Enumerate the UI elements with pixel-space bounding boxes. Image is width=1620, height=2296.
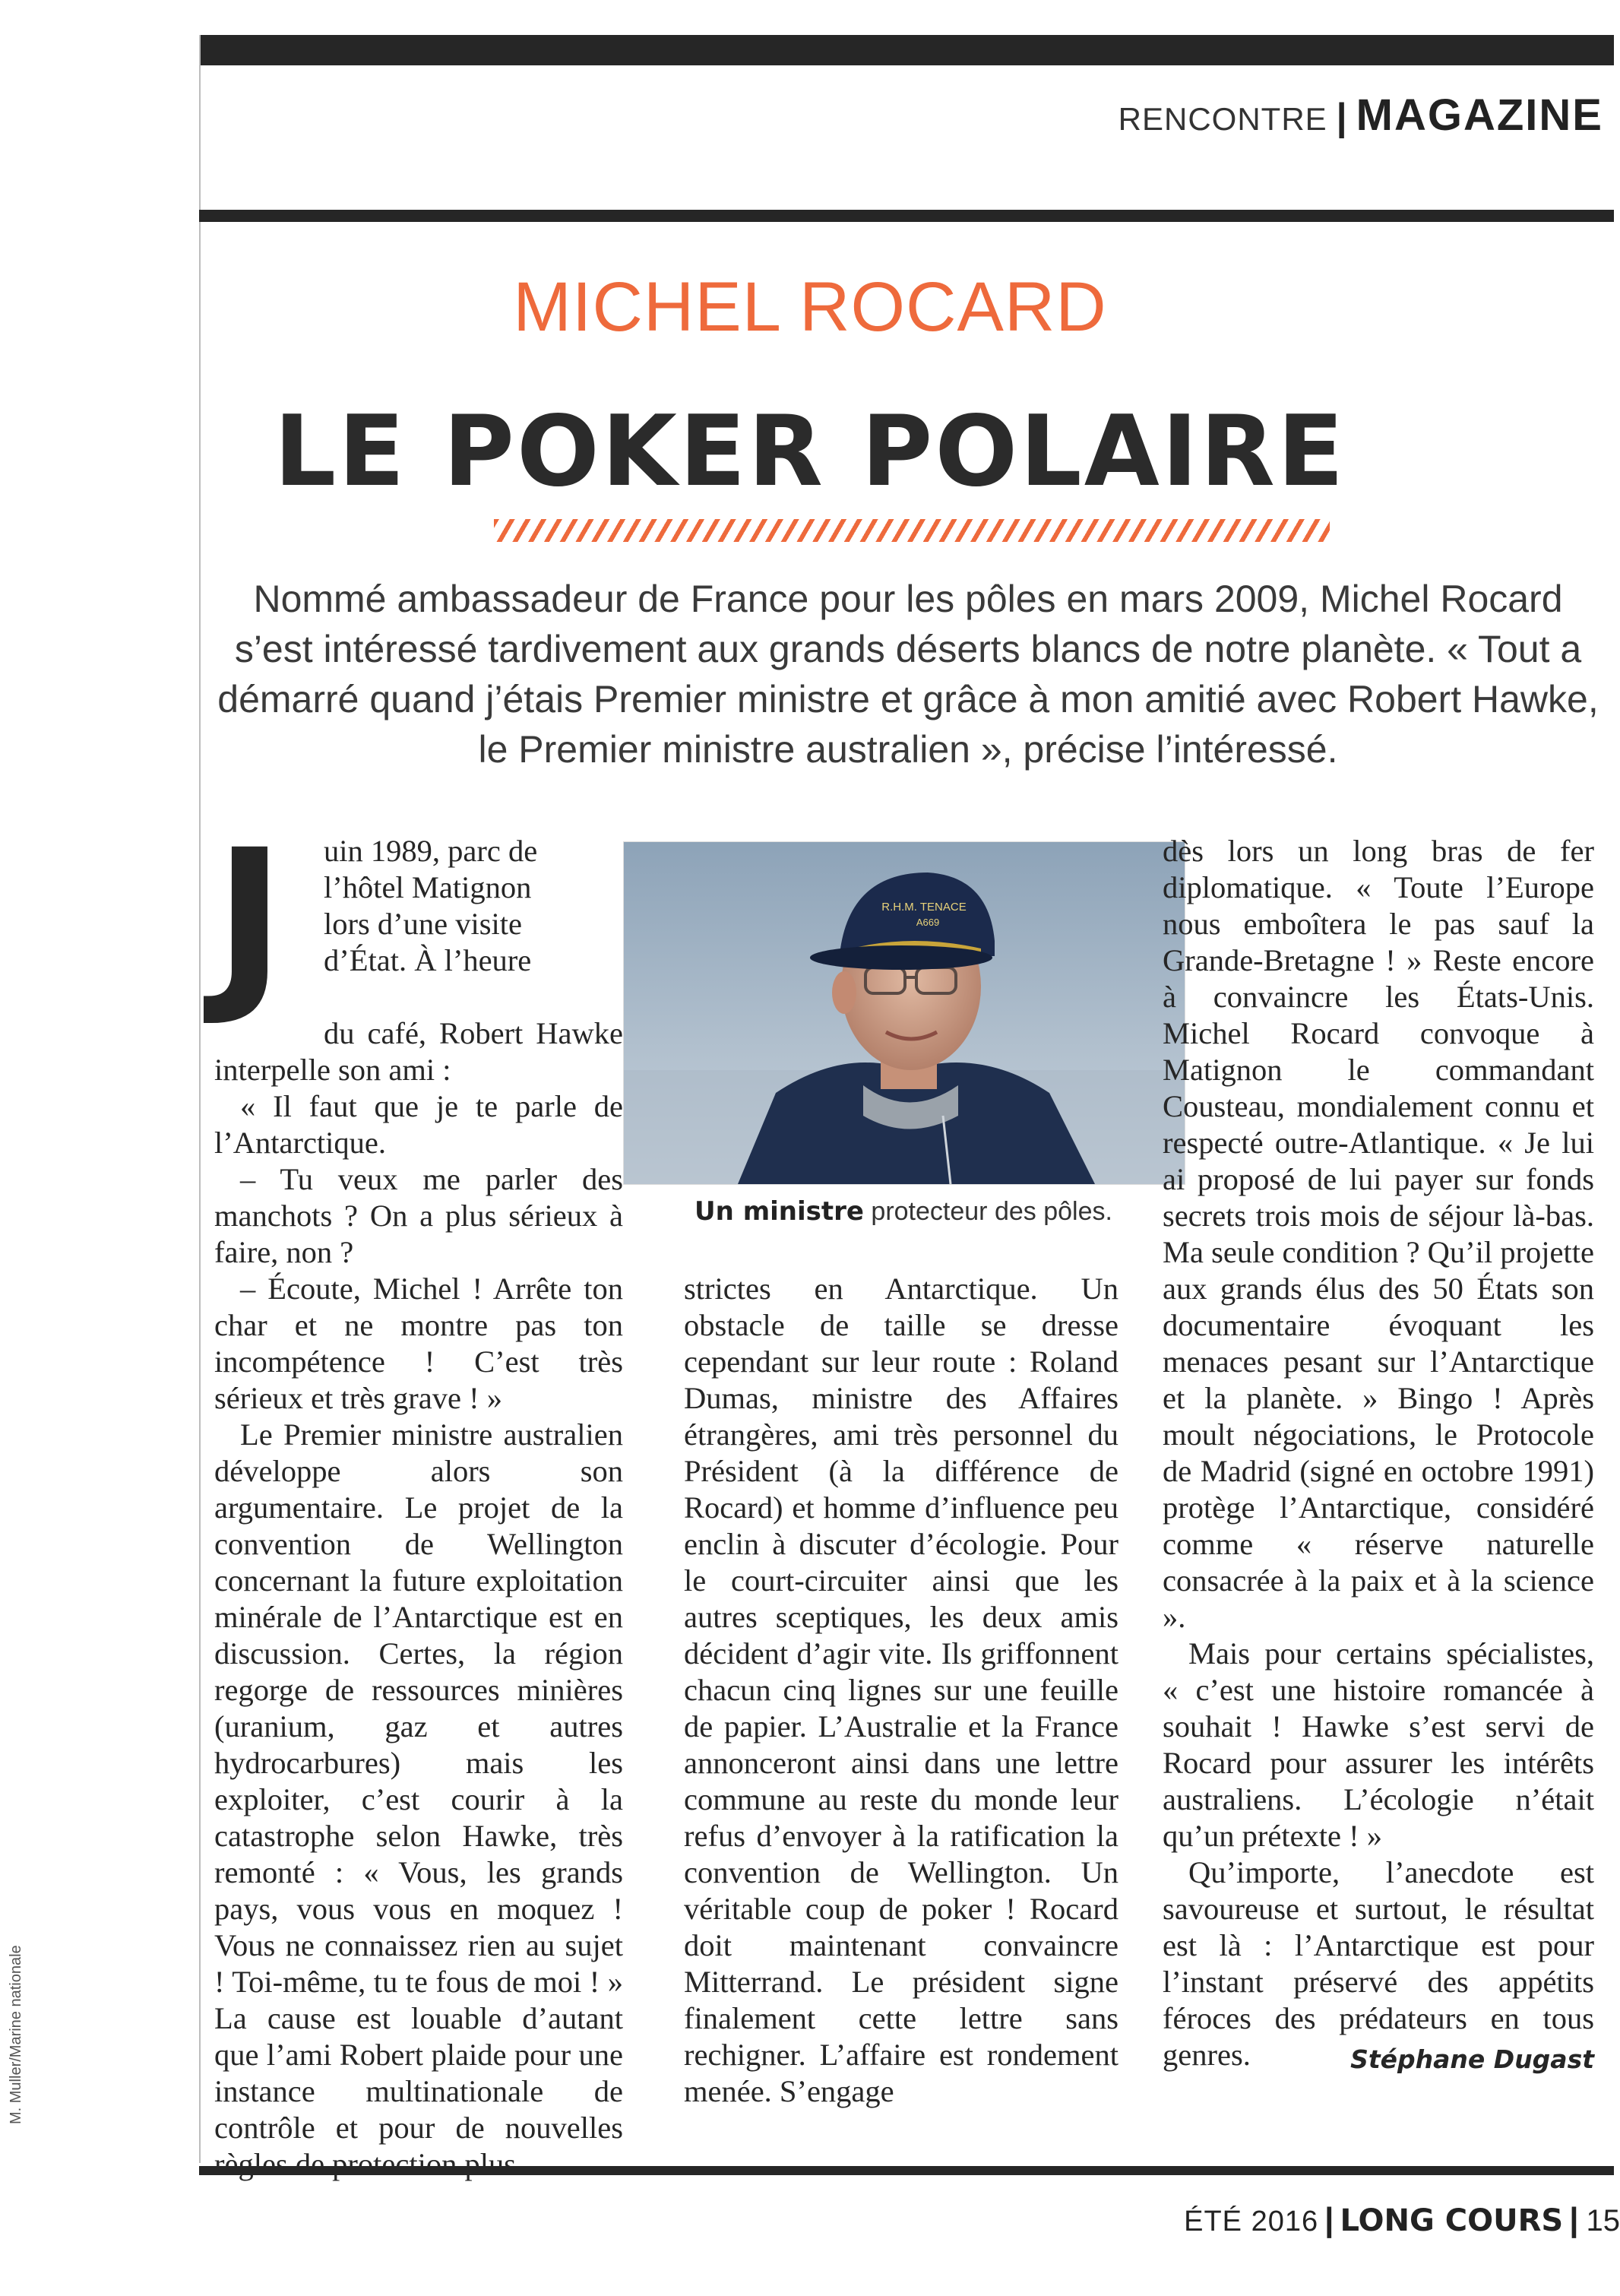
paragraph: « Il faut que je te parle de l’Antarctique.	[214, 1089, 623, 1160]
portrait-photo	[623, 841, 1185, 1185]
footer-separator: |	[1324, 2201, 1334, 2238]
portrait-illustration	[624, 842, 1185, 1184]
magazine-label: MAGAZINE	[1356, 90, 1603, 140]
section-label: RENCONTRE	[1118, 101, 1327, 137]
photo-credit: M. Muller/Marine nationale	[8, 1945, 24, 2124]
column-guide-line	[199, 35, 201, 2163]
paragraph: dès lors un long bras de fer diplomatique. « Toute l’Europe nous emboîtera le pas sauf la Grande-Bretagne ! » Reste encore à convaincre les États-Unis. Michel Rocard convoque à Matignon le commandant Cousteau, mondialement connu et respecté outre-Atlantique. « Je lui ai proposé de lui payer sur fonds secrets trois mois de séjour là-bas. Ma seule condition ? Qu’il projette aux grands élus des 50 États son documentaire évoquant les menaces pesant sur l’Antarctique et la planète. » Bingo ! Après moult négociations, le Protocole de Madrid (signé en octobre 1991) protège l’Antarctique, considéré comme « réserve naturelle consacrée à la paix et à la science ».	[1163, 834, 1594, 1634]
section-separator: |	[1336, 96, 1347, 138]
paragraph: – Écoute, Michel ! Arrête ton char et ne montre pas ton incompétence ! C’est très sérieux et très grave ! »	[214, 1272, 623, 1415]
paragraph: du café, Robert Hawke interpelle son ami :	[214, 1016, 623, 1087]
footer-separator: |	[1569, 2201, 1579, 2238]
article-kicker: MICHEL ROCARD	[513, 268, 1107, 346]
article-column-2	[684, 1271, 1118, 2110]
lead-line: d’État. À l’heure	[324, 943, 532, 977]
page-footer	[1184, 2201, 1620, 2239]
decorative-hatch-divider	[494, 519, 1330, 542]
author-byline: Stéphane Dugast	[1350, 2044, 1594, 2074]
lead-line: uin 1989, parc de	[324, 834, 538, 868]
article-standfirst: Nommé ambassadeur de France pour les pôles en mars 2009, Michel Rocard s’est intéressé tardivement aux grands déserts blancs de notre planète. « Tout a démarré quand j’étais Premier ministre et grâce à mon amitié avec Robert Hawke, le Premier ministre australien », précise l’intéressé.	[217, 578, 1599, 771]
cap-number: A669	[916, 917, 940, 928]
paragraph: – Tu veux me parler des manchots ? On a plus sérieux à faire, non ?	[214, 1162, 623, 1269]
page-number: 15	[1586, 2204, 1620, 2237]
article-headline: LE POKER POLAIRE	[274, 395, 1346, 508]
paragraph-final	[1163, 1854, 1594, 2073]
article-lead	[214, 809, 623, 1030]
final-text: Qu’importe, l’anecdote est savoureuse et surtout, le résultat est là : l’Antarctique est pour l’instant préservé des appétits féroces des prédateurs en tous genres.	[1163, 1855, 1594, 2072]
issue-date: ÉTÉ 2016	[1184, 2206, 1319, 2237]
section-header	[1118, 90, 1603, 141]
photo-caption	[623, 1196, 1184, 1227]
top-rule	[199, 35, 1614, 65]
drop-cap: J	[214, 809, 286, 1030]
header-rule	[199, 210, 1614, 222]
magazine-name: LONG COURS	[1340, 2203, 1564, 2238]
cap-text: R.H.M. TENACE	[881, 901, 967, 914]
paragraph: Le Premier ministre australien développe alors son argumentaire. Le projet de la convention de Wellington concernant la future exploitation minérale de l’Antarctique est en discussion. Certes, la région regorge de ressources minières (uranium, gaz et autres hydrocarbures) mais les exploiter, c’est courir à la catastrophe selon Hawke, très remonté : « Vous, les grands pays, vous vous en moquez ! Vous ne connaissez rien au sujet ! Toi-même, tu te fous de moi ! » La cause est louable d’autant que l’ami Robert plaide pour une instance multinationale de contrôle et pour de nouvelles règles de protection plus	[214, 1417, 623, 2181]
caption-text: protecteur des pôles.	[863, 1197, 1112, 1226]
paragraph: strictes en Antarctique. Un obstacle de taille se dresse cependant sur leur route : Roland Dumas, ministre des Affaires étrangères, ami très personnel du Président (à la différence de Rocard) et homme d’influence peu enclin à discuter d’écologie. Pour le court-circuiter ainsi que les autres sceptiques, les deux amis décident d’agir vite. Ils griffonnent chacun cinq lignes sur une feuille de papier. L’Australie et la France annonceront ainsi dans une lettre commune au reste du monde leur refus d’envoyer à la ratification la convention de Wellington. Un véritable coup de poker ! Rocard doit maintenant convaincre Mitterrand. Le président signe finalement cette lettre sans rechigner. L’affaire est rondement menée. S’engage	[684, 1272, 1118, 2108]
article-column-3	[1163, 833, 1594, 2078]
lead-line: l’hôtel Matignon	[324, 870, 532, 904]
caption-bold: Un ministre	[695, 1196, 864, 1227]
article-column-1	[214, 809, 623, 2183]
paragraph: Mais pour certains spécialistes, « c’est une histoire romancée à souhait ! Hawke s’est servi de Rocard pour assurer les intérêts australiens. L’écologie n’était qu’un prétexte ! »	[1163, 1636, 1594, 1853]
lead-line: lors d’une visite	[324, 907, 522, 941]
